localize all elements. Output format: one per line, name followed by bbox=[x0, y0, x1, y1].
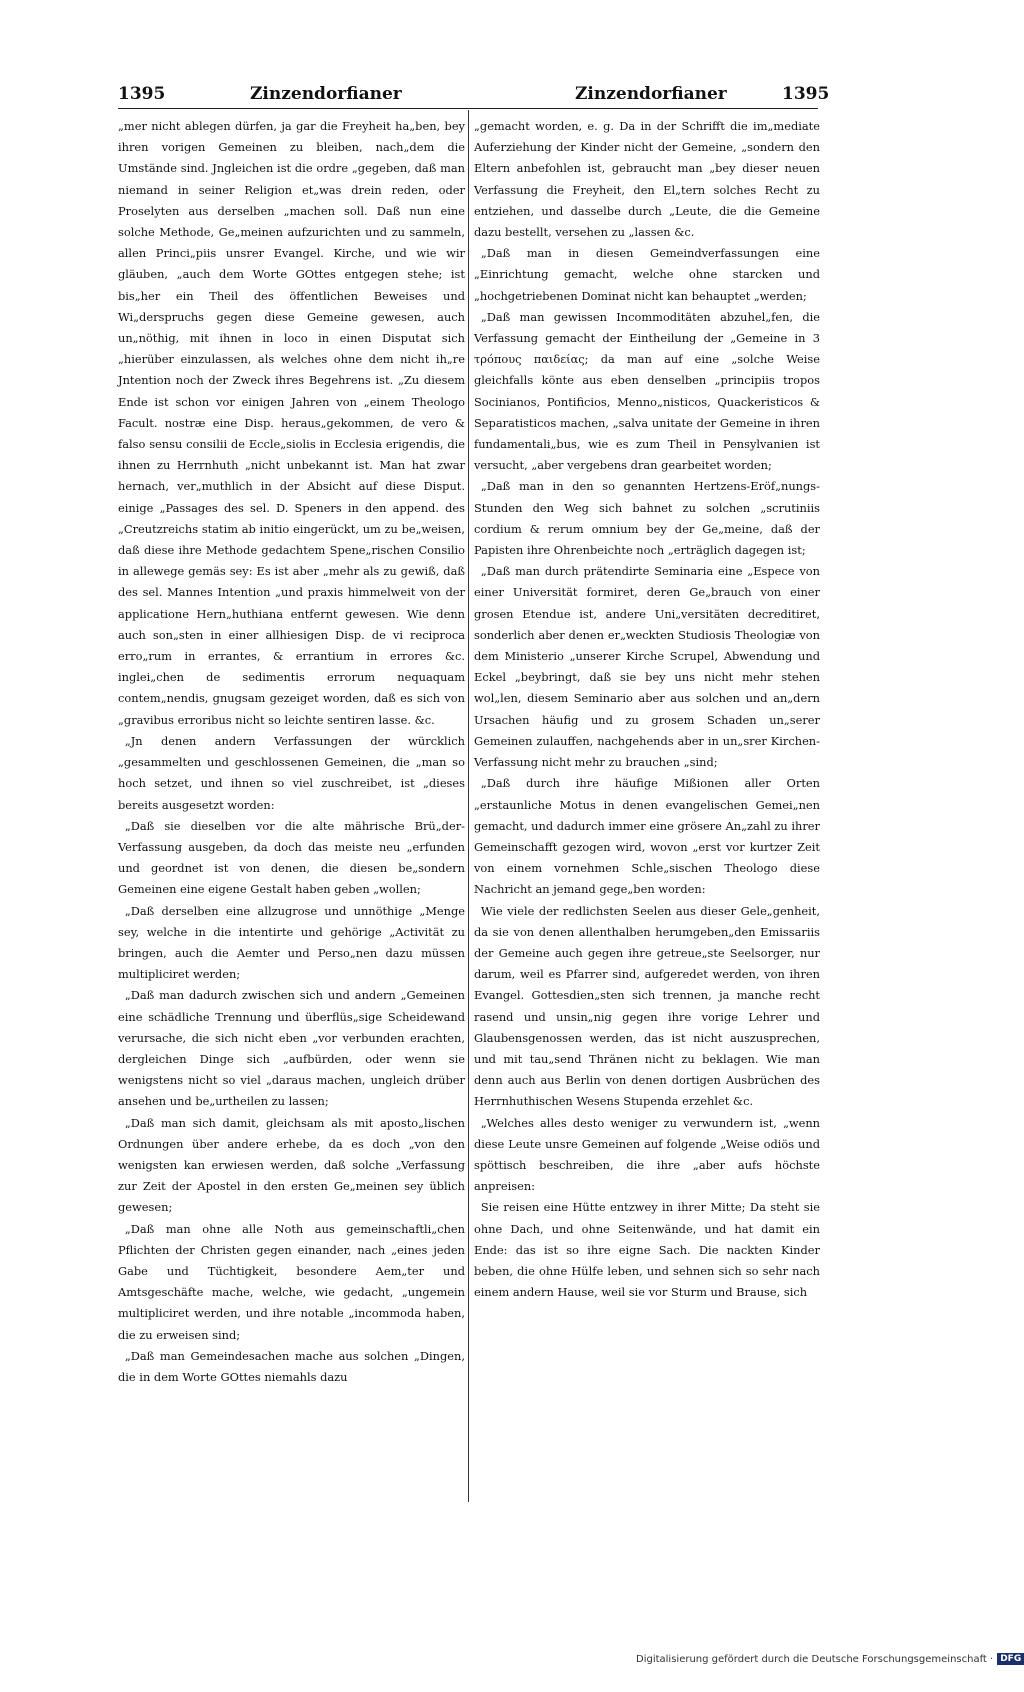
header-rule bbox=[118, 108, 818, 109]
paragraph: „Daß durch ihre häufige Mißionen aller Orten „erstaunliche Motus in denen evangelischen Gemei„nen gemacht, und dadurch immer eine grösere An„zahl zu ihrer Gemeinschafft gezogen wird, wovon „erst vor kurtzer Zeit von einem vornehmen Schle„sischen Theologo diese Nachricht an jemand gege„ben worden: bbox=[474, 776, 820, 897]
paragraph: „Jn denen andern Verfassungen der würcklich „gesammelten und geschlossenen Gemeinen, die „man so hoch setzet, und ihnen so viel zuschreibet, ist „dieses bereits ausgesetzt worden: bbox=[118, 733, 465, 812]
paragraph: Sie reisen eine Hütte entzwey in ihrer Mitte; Da steht sie ohne Dach, und ohne Seitenwände, und hat damit ein Ende: das ist so ihre eigne Sach. Die nackten Kinder beben, die ohne Hülfe leben, und sehnen sich so sehr nach einem andern Hause, weil sie vor Sturm und Brause, sich bbox=[474, 1200, 820, 1300]
page-number-left: 1395 bbox=[118, 84, 166, 104]
paragraph: „Daß man in den so genannten Hertzens-Eröf„nungs-Stunden den Weg sich bahnet zu solchen „scrutiniis cordium & rerum omnium bey der Ge„meine, daß der Papisten ihre Ohrenbeichte noch „erträglich dagegen ist; bbox=[474, 479, 820, 558]
left-column bbox=[118, 116, 465, 1506]
running-title-left: Zinzendorfianer bbox=[250, 84, 402, 104]
paragraph: „Daß derselben eine allzugrose und unnöthige „Menge sey, welche in die intentirte und gehörige „Activität zu bringen, auch die Aemter und Perso„nen dazu müssen multipliciret werden; bbox=[118, 903, 465, 982]
paragraph: „Daß man dadurch zwischen sich und andern „Gemeinen eine schädliche Trennung und überflüs„sige Scheidewand verursache, die sich nicht eben „vor verbunden erachten, dergleichen Dinge sich „aufbürden, oder wenn sie wenigstens nicht so viel „daraus machen, ungleich drüber ansehen und be„urtheilen zu lassen; bbox=[118, 988, 465, 1109]
paragraph: Wie viele der redlichsten Seelen aus dieser Gele„genheit, da sie von denen allenthalben herumgeben„den Emissariis der Gemeine auch gegen ihre getreue„ste Seelsorger, nur darum, weil es Pfarrer sind, aufgeredet werden, von ihren Evangel. Gottesdien„sten sich trennen, ja manche recht rasend und unsin„nig gegen ihre vorige Lehrer und Glaubensgenossen werden, das ist nicht auszusprechen, und mit tau„send Thränen nicht zu beklagen. Wie man denn auch aus Berlin von denen dortigen Ausbrüchen des Herrnhuthischen Wesens Stupenda erzehlet &c. bbox=[474, 903, 820, 1109]
page-number-right: 1395 bbox=[782, 84, 830, 104]
paragraph: „Daß man sich damit, gleichsam als mit aposto„lischen Ordnungen über andere erhebe, da es doch „von den wenigsten kan erwiesen werden, daß solche „Verfassung zur Zeit der Apostel in den ersten Ge„meinen sey üblich gewesen; bbox=[118, 1115, 465, 1215]
paragraph: „Daß sie dieselben vor die alte mährische Brü„der-Verfassung ausgeben, da doch das meiste neu „erfunden und geordnet ist von denen, die diesen be„sondern Gemeinen eine eigene Gestalt haben geben „wollen; bbox=[118, 818, 465, 897]
running-title-right: Zinzendorfianer bbox=[575, 84, 727, 104]
paragraph: „Daß man gewissen Incommoditäten abzuhel„fen, die Verfassung gemacht der Eintheilung der „Gemeine in 3 τρόπους παιδείας; da man auf eine „solche Weise gleichfalls könte aus eben denselben „principiis tropos Socinianos, Pontificios, Menno„nisticos, Quackeristicos & Separatisticos machen, „salva unitate der Gemeine in ihren fundamentali„bus, wie es zum Theil in Pensylvanien ist versucht, „aber vergebens dran gearbeitet worden; bbox=[474, 309, 820, 473]
credit-text: Digitalisierung gefördert durch die Deutsche Forschungsgemeinschaft · bbox=[636, 1654, 994, 1665]
paragraph: „Daß man in diesen Gemeindverfassungen eine „Einrichtung gemacht, welche ohne starcken und „hochgetriebenen Dominat nicht kan behauptet „werden; bbox=[474, 246, 820, 303]
paragraph: „mer nicht ablegen dürfen, ja gar die Freyheit ha„ben, bey ihren vorigen Gemeinen zu bleiben, nach„dem die Umstände sind. Jngleichen ist die ordre „gegeben, daß man niemand in seiner Religion et„was drein reden, oder Proselyten aus derselben „machen soll. Daß nun eine solche Methode, Ge„meinen aufzurichten und zu sammeln, allen Princi„piis unsrer Evangel. Kirche, und wie wir gläuben, „auch dem Worte GOttes entgegen stehe; ist bis„her ein Theil des öffentlichen Beweises und Wi„derspruchs gegen diese Gemeine gewesen, auch un„nöthig, mit ihnen in loco in einen Disputat sich „hierüber einzulassen, als welches ohne dem nicht ih„re Jntention noch der Zweck ihres Begehrens ist. „Zu diesem Ende ist schon vor einigen Jahren von „einem Theologo Facult. nostræ eine Disp. heraus„gekommen, de vero & falso sensu consilii de Eccle„siolis in Ecclesia erigendis, die ihnen zu Herrnhuth „nicht unbekannt ist. Man hat zwar hernach, ver„muthlich in der Absicht auf diese Disput. einige „Passages des sel. D. Speners in den append. des „Creutzreichs statim ab initio eingerückt, um zu be„weisen, daß diese ihre Methode gedachtem Spene„rischen Consilio in allewege gemäs sey: Es ist aber „mehr als zu gewiß, daß des sel. Mannes Intention „und praxis himmelweit von der applicatione Hern„huthiana entfernt gewesen. Wie denn auch son„sten in einer allhiesigen Disp. de vi reciproca erro„rum in errantes, & errantium in errores &c. inglei„chen de sedimentis errorum nequaquam contem„nendis, gnugsam gezeiget worden, daß es sich von „gravibus erroribus nicht so leichte sentiren lasse. &c. bbox=[118, 119, 465, 727]
paragraph: „Daß man ohne alle Noth aus gemeinschaftli„chen Pflichten der Christen gegen einander, nach „eines jeden Gabe und Tüchtigkeit, besondere Aem„ter und Amtsgeschäfte mache, welche, wie gedacht, „ungemein multipliciret werden, und ihre notable „incommoda haben, die zu erweisen sind; bbox=[118, 1221, 465, 1342]
digitization-credit bbox=[636, 1653, 1024, 1665]
paragraph: „Daß man durch prätendirte Seminaria eine „Espece von einer Universität formiret, deren Ge„brauch von einer grosen Etendue ist, andere Uni„versitäten decreditiret, sonderlich aber denen er„weckten Studiosis Theologiæ von dem Ministerio „unserer Kirche Scrupel, Abwendung und Eckel „beybringt, daß sie bey uns nicht mehr stehen wol„len, diesem Seminario aber aus solchen und an„dern Ursachen häufig und zu grosem Schaden un„serer Gemeinen zulauffen, nachgehends aber in un„srer Kirchen-Verfassung nicht mehr zu brauchen „sind; bbox=[474, 564, 820, 770]
dfg-logo: DFG bbox=[997, 1653, 1024, 1665]
paragraph: „gemacht worden, e. g. Da in der Schrifft die im„mediate Auferziehung der Kinder nicht der Gemeine, „sondern den Eltern anbefohlen ist, gebraucht man „bey dieser neuen Verfassung die Freyheit, den El„tern solches Recht zu entziehen, und dasselbe durch „Leute, die die Gemeine dazu bestellt, versehen zu „lassen &c. bbox=[474, 119, 820, 240]
column-divider bbox=[468, 110, 469, 1502]
paragraph: „Welches alles desto weniger zu verwundern ist, „wenn diese Leute unsre Gemeinen auf folgende „Weise odiös und spöttisch beschreiben, die ihre „aber aufs höchste anpreisen: bbox=[474, 1115, 820, 1194]
right-column bbox=[474, 116, 820, 1506]
paragraph: „Daß man Gemeindesachen mache aus solchen „Dingen, die in dem Worte GOttes niemahls dazu bbox=[118, 1348, 465, 1384]
